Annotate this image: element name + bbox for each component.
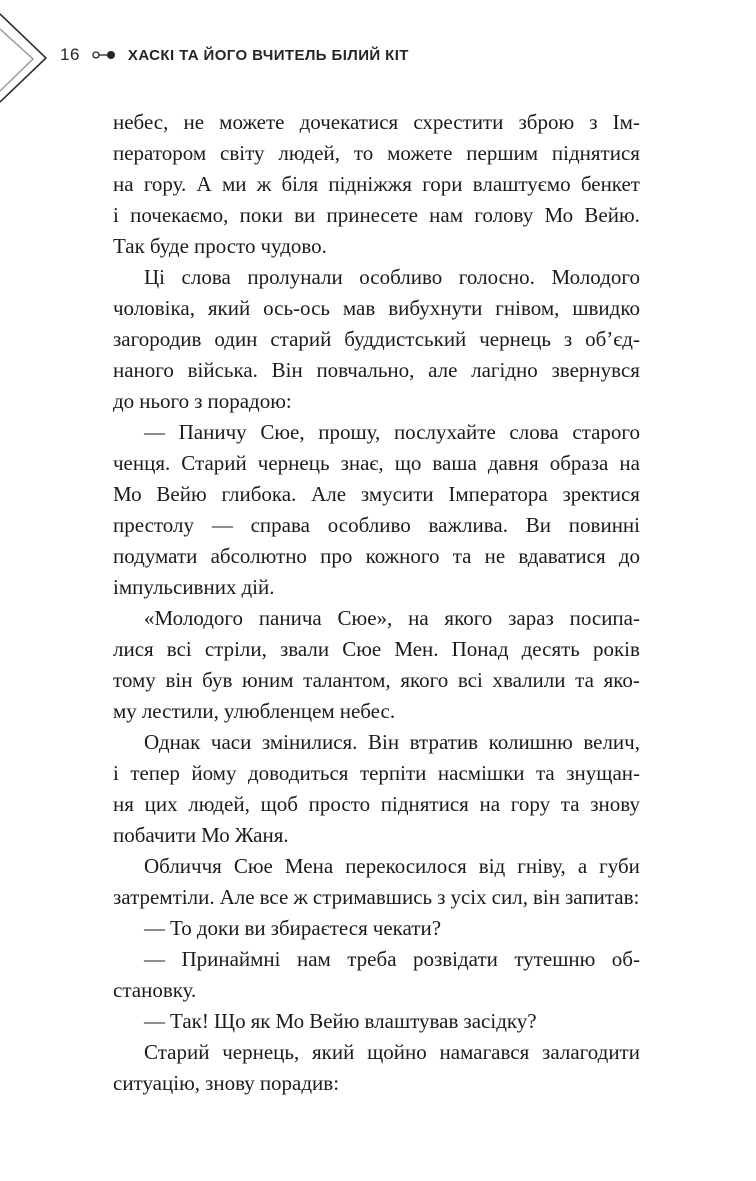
text-line: ситуацію, знову порадив: [113,1071,340,1095]
chevron-outer-line [0,14,46,102]
text-line: до нього з порадою: [113,389,292,413]
text-line: небес, не можете дочекатися схрестити зброю з Ім- [113,110,640,134]
text-line: Ці слова пролунали особливо голосно. Молодого [144,265,640,289]
text-line: затремтіли. Але все ж стримавшись з усіх сил, він запитав: [113,885,640,909]
text-line: «Молодого панича Сюе», на якого зараз посипа- [144,606,640,630]
text-line: подумати абсолютно про кожного та не вдаватися до [113,544,640,568]
chapter-title: ХАСКІ ТА ЙОГО ВЧИТЕЛЬ БІЛИЙ КІТ [127,46,409,64]
text-line: становку. [113,978,197,1002]
corner-chevron-icon [0,8,52,110]
text-line: ченця. Старий чернець знає, що ваша давня образа на [113,451,640,475]
text-line: — То доки ви збираєтеся чекати? [144,916,442,940]
text-line: — Паничу Сюе, прошу, послухайте слова старого [144,420,640,444]
text-line: — Так! Що як Мо Вейю влаштував засідку? [144,1009,537,1033]
text-line: тому він був юним талантом, якого всі хвалили та яко- [113,668,640,692]
text-line: Обличчя Сюе Мена перекосилося від гніву, а губи [144,854,640,878]
text-line: лися всі стріли, звали Сюе Мен. Понад десять років [113,637,640,661]
text-line: чоловіка, який ось-ось мав вибухнути гнівом, швидко [113,296,640,320]
text-line: побачити Мо Жаня. [113,823,289,847]
text-line: на гору. А ми ж біля підніжжя гори влаштуємо бенкет [113,172,640,196]
text-line: ператором світу людей, то можете першим піднятися [113,141,640,165]
circle-line-dot-icon [92,49,116,61]
page-number: 16 [60,45,80,64]
text-line: і тепер йому доводиться терпіти насмішки та знущан- [113,761,640,785]
text-line: — Принаймні нам треба розвідати тутешню об- [144,947,640,971]
running-header [60,44,409,66]
text-line: престолу — справа особливо важлива. Ви повинні [113,513,640,537]
text-line: Старий чернець, який щойно намагався залагодити [144,1040,640,1064]
text-line: наного війська. Він повчально, але лагідно звернувся [113,358,640,382]
text-line: загородив один старий буддистський чернець з об’єд- [113,327,640,351]
text-line: ня цих людей, щоб просто піднятися на гору та знову [113,792,640,816]
text-line: му лестили, улюбленцем небес. [113,699,396,723]
chevron-inner-line [0,29,33,91]
text-line: Мо Вейю глибока. Але змусити Імператора зректися [113,482,640,506]
text-line: Так буде просто чудово. [113,234,327,258]
text-line: імпульсивних дій. [113,575,275,599]
book-text [113,107,640,1099]
text-line: Однак часи змінилися. Він втратив колишню велич, [144,730,640,754]
text-line: і почекаємо, поки ви принесете нам голову Мо Вейю. [113,203,640,227]
